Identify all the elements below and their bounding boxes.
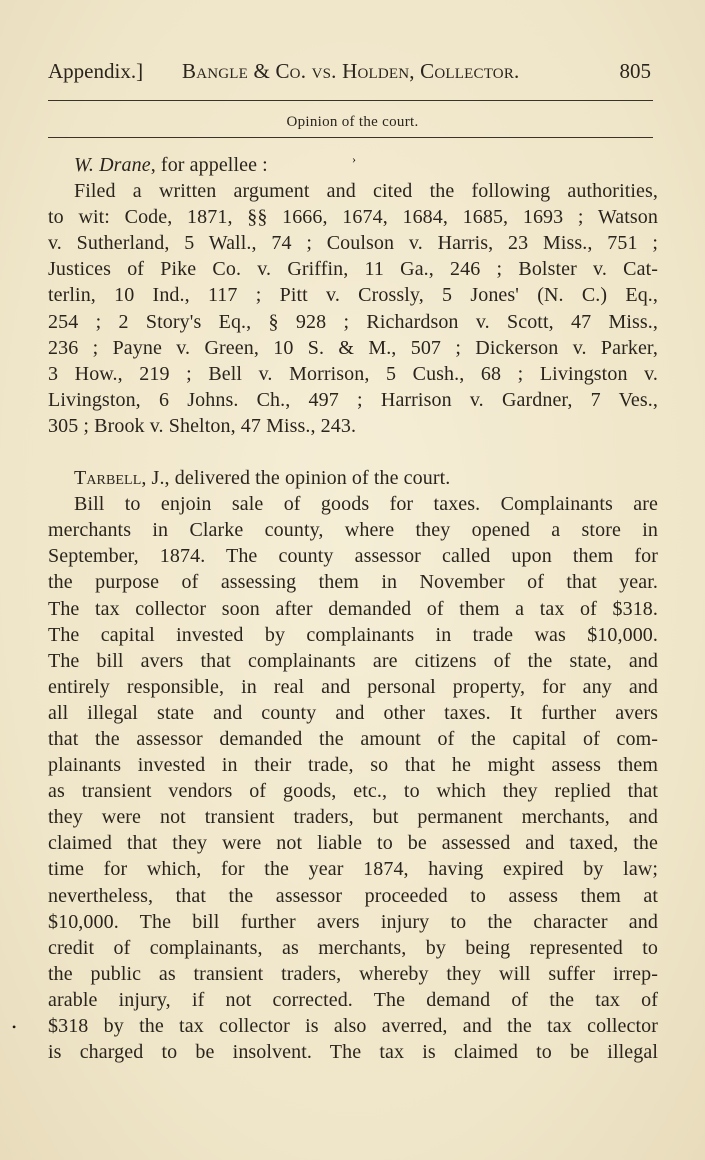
top-rule (48, 100, 653, 101)
text-line: Filed a written argument and cited the following authorities, (74, 180, 658, 203)
text-line: Livingston, 6 Johns. Ch., 497 ; Harrison v. Gardner, 7 Ves., (48, 388, 658, 411)
opinion-paragraph (48, 491, 658, 1065)
text-line: all illegal state and county and other taxes. It further avers (48, 701, 658, 724)
running-head (48, 56, 653, 86)
text-line: 254 ; 2 Story's Eq., § 928 ; Richardson v. Scott, 47 Miss., (48, 310, 658, 333)
text-line: they were not transient traders, but permanent merchants, and (48, 806, 658, 829)
judge-name: Tarbell (74, 467, 142, 490)
text-line: Justices of Pike Co. v. Griffin, 11 Ga., 246 ; Bolster v. Cat- (48, 258, 658, 281)
section-subheading: Opinion of the court. (286, 114, 419, 130)
opinion-intro (48, 465, 658, 491)
text-line: The tax collector soon after demanded of them a tax of $318. (48, 597, 658, 620)
text-line: 236 ; Payne v. Green, 10 S. & M., 507 ; Dickerson v. Parker, (48, 336, 658, 359)
argument-paragraph (48, 178, 658, 439)
text-line: terlin, 10 Ind., 117 ; Pitt v. Crossly, 5 Jones' (N. C.) Eq., (48, 284, 658, 307)
text-line: entirely responsible, in real and personal property, for any and (48, 675, 658, 698)
page-number: 805 (619, 59, 651, 83)
text-line: nevertheless, that the assessor proceeded to assess them at (48, 884, 658, 907)
text-line: credit of complainants, as merchants, by being represented to (48, 936, 658, 959)
text-line: to wit: Code, 1871, §§ 1666, 1674, 1684, 1685, 1693 ; Watson (48, 206, 658, 229)
counsel-line (48, 152, 658, 178)
text-line: v. Sutherland, 5 Wall., 74 ; Coulson v. Harris, 23 Miss., 751 ; (48, 232, 658, 255)
text-line: Bill to enjoin sale of goods for taxes. Complainants are (74, 493, 658, 516)
text-line: that the assessor demanded the amount of the capital of com- (48, 727, 658, 750)
text-line: time for which, for the year 1874, having expired by law; (48, 858, 658, 881)
text-line: The bill avers that complainants are citizens of the state, and (48, 649, 658, 672)
text-line: merchants in Clarke county, where they opened a store in (48, 519, 658, 542)
running-head-case-title: Bangle & Co. vs. Holden, Collector. (182, 59, 520, 83)
text-line: as transient vendors of goods, etc., to which they replied that (48, 780, 658, 803)
print-speck: • (12, 1020, 17, 1034)
counsel-role: , for appellee : (150, 154, 268, 176)
text-line: arable injury, if not corrected. The demand of the tax of (48, 988, 658, 1011)
text-line: $10,000. The bill further avers injury to the character and (48, 910, 658, 933)
text-line: is charged to be insolvent. The tax is claimed to be illegal (48, 1041, 658, 1064)
text-line: the public as transient traders, whereby they will suffer irrep- (48, 962, 658, 985)
text-line: 305 ; Brook v. Shelton, 47 Miss., 243. (48, 414, 357, 437)
running-head-section: Appendix.] (48, 59, 144, 83)
text-line: The capital invested by complainants in trade was $10,000. (48, 623, 658, 646)
bottom-rule (48, 137, 653, 138)
counsel-name: W. Drane (74, 154, 151, 176)
text-line: 3 How., 219 ; Bell v. Morrison, 5 Cush., 68 ; Livingston v. (48, 362, 658, 385)
print-speck: › (352, 152, 356, 166)
opinion-intro-rest: , J., delivered the opinion of the court. (141, 467, 451, 490)
paragraph-gap (48, 439, 658, 465)
text-line: the purpose of assessing them in November of that year. (48, 571, 658, 594)
text-line: $318 by the tax collector is also averred, and the tax collector (48, 1015, 658, 1037)
body-text (48, 152, 658, 1065)
text-line: plainants invested in their trade, so that he might assess them (48, 754, 658, 777)
text-line: claimed that they were not liable to be assessed and taxed, the (48, 832, 658, 855)
text-line: September, 1874. The county assessor called upon them for (48, 545, 658, 568)
